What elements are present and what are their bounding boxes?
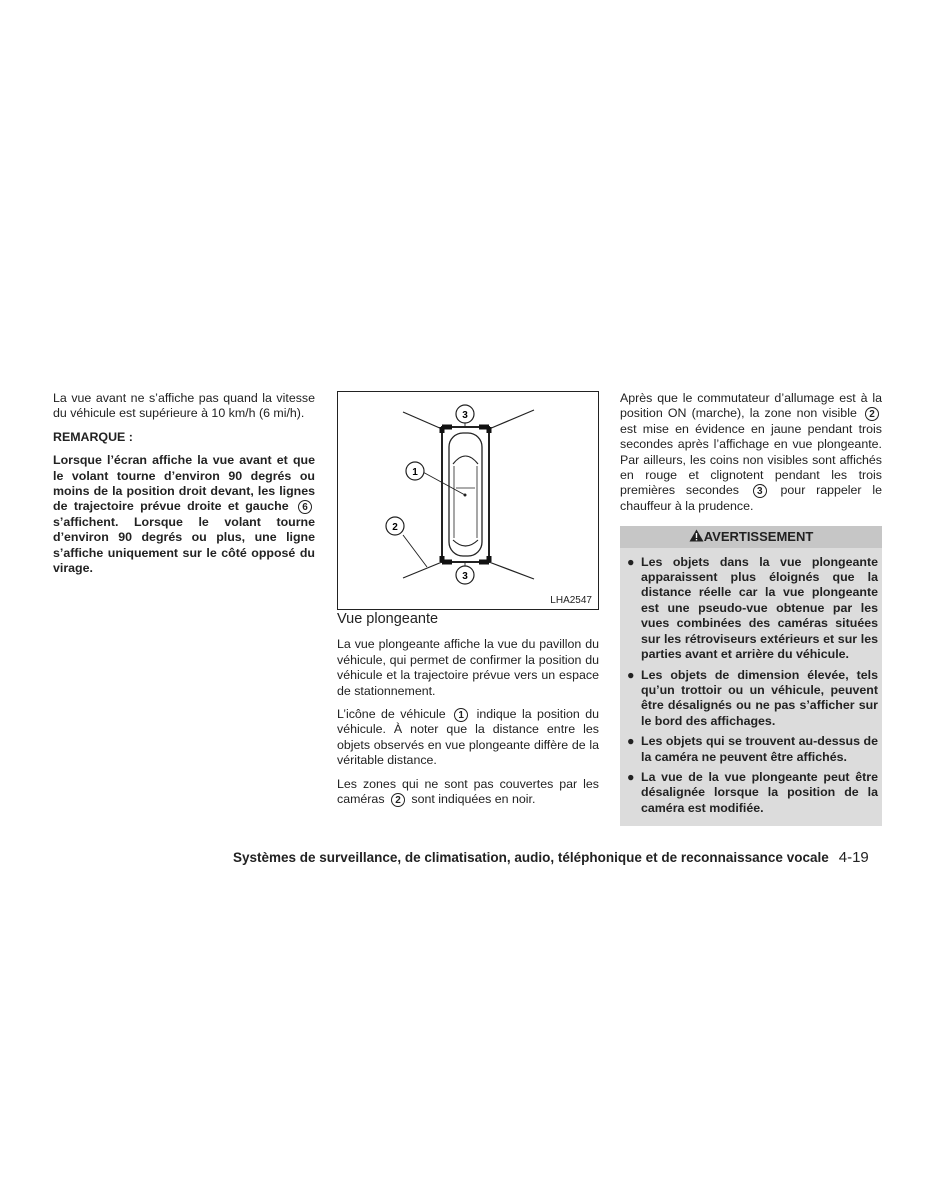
- right-column: [620, 391, 882, 826]
- warning-header: [620, 526, 882, 547]
- svg-text:3: 3: [462, 571, 468, 582]
- callout-number: 3: [753, 484, 767, 498]
- page-number: 4-19: [838, 849, 869, 866]
- text-span: est mise en évidence en jaune pendant trois secondes après l’affichage en vue plongeante. Par ailleurs, les coins non visibles sont affichés en rouge et clignotent pendant les trois premières secondes: [620, 421, 882, 498]
- bullet-icon: ●: [627, 734, 635, 749]
- ignition-paragraph: [620, 391, 882, 514]
- bullet-icon: ●: [627, 667, 635, 682]
- guide-line-bottom-left: [403, 562, 442, 578]
- section-caption: Vue plongeante: [337, 611, 439, 627]
- remark-text-a: Lorsque l’écran affiche la vue avant et que le volant tourne d’environ 90 degrés ou moins de la position droit devant, les lignes de trajectoire prévue droite et gauche: [53, 453, 315, 514]
- warning-item: [624, 668, 878, 730]
- warning-text: Les objets de dimension élevée, tels qu’un trottoir ou un véhicule, peuvent être désalignés ou ne pas s’afficher sur le bord des affichages.: [641, 667, 878, 728]
- callout-number: 2: [391, 793, 405, 807]
- remark-text-b: s’affichent. Lorsque le volant tourne d’environ 90 degrés ou plus, une ligne s’affiche uniquement sur le côté opposé du virage.: [53, 514, 315, 576]
- warning-box: [620, 526, 882, 826]
- warning-title: AVERTISSEMENT: [703, 529, 814, 545]
- left-column: [53, 391, 315, 584]
- warning-text: Les objets dans la vue plongeante apparaissent plus éloignés que la distance réelle car la vue plongeante est une pseudo-vue obtenue par les vues combinées des caméras situées sur les rétroviseurs extérieurs et sur les parties avant et arrière du véhicule.: [641, 554, 878, 662]
- warning-item: [624, 555, 878, 663]
- intro-paragraph: La vue avant ne s’affiche pas quand la vitesse du véhicule est supérieure à 10 km/h (6 mi/h).: [53, 391, 315, 421]
- warning-item: [624, 770, 878, 816]
- callout-number: 1: [454, 708, 468, 722]
- text-span: Après que le commutateur d’allumage est à la position ON (marche), la zone non visible: [620, 391, 882, 421]
- guide-line-top-right: [489, 410, 534, 429]
- bird-view-illustration: [338, 392, 598, 609]
- text-span: L’icône de véhicule: [337, 707, 446, 722]
- guide-line-bottom-right: [489, 562, 534, 579]
- middle-column: [337, 612, 599, 815]
- guide-line-top-left: [403, 412, 442, 429]
- callout-number: 2: [865, 407, 879, 421]
- bird-view-paragraph-1: La vue plongeante affiche la vue du pavillon du véhicule, qui permet de confirmer la position du véhicule et la trajectoire prévue vers un espace de stationnement.: [337, 637, 599, 698]
- text-span: pour rappeler le chauffeur à la prudence.: [620, 483, 882, 513]
- page-footer: [233, 849, 883, 866]
- warning-triangle-icon: [689, 529, 704, 542]
- bird-view-paragraph-2: [337, 707, 599, 769]
- callout-2: [386, 517, 404, 535]
- warning-text: La vue de la vue plongeante peut être désalignée lorsque la position de la caméra est modifiée.: [641, 769, 878, 815]
- warning-item: [624, 734, 878, 765]
- bird-view-paragraph-3: [337, 777, 599, 808]
- callout-3-bottom: [456, 566, 474, 584]
- text-span: Les zones qui ne sont pas couvertes par les caméras: [337, 776, 599, 807]
- callout-3-top: [456, 405, 474, 423]
- svg-text:2: 2: [392, 522, 398, 533]
- bird-view-diagram: [337, 391, 599, 610]
- warning-text: Les objets qui se trouvent au-dessus de la caméra ne peuvent être affichés.: [641, 734, 878, 764]
- callout-1: [406, 462, 424, 480]
- remark-label: REMARQUE :: [53, 429, 133, 444]
- svg-text:1: 1: [412, 467, 418, 478]
- svg-text:3: 3: [462, 410, 468, 421]
- remark-paragraph: [53, 453, 315, 576]
- bullet-icon: ●: [627, 554, 635, 569]
- callout-number: 6: [298, 500, 312, 514]
- text-span: indique la position du véhicule. À noter que la distance entre les objets observés en vue plongeante diffère de la véritable distance.: [337, 707, 599, 768]
- bullet-icon: ●: [627, 769, 635, 784]
- chapter-title: Systèmes de surveillance, de climatisation, audio, téléphonique et de reconnaissance vocale: [233, 850, 829, 865]
- figure-code: LHA2547: [550, 595, 592, 606]
- text-span: sont indiquées en noir.: [411, 792, 536, 807]
